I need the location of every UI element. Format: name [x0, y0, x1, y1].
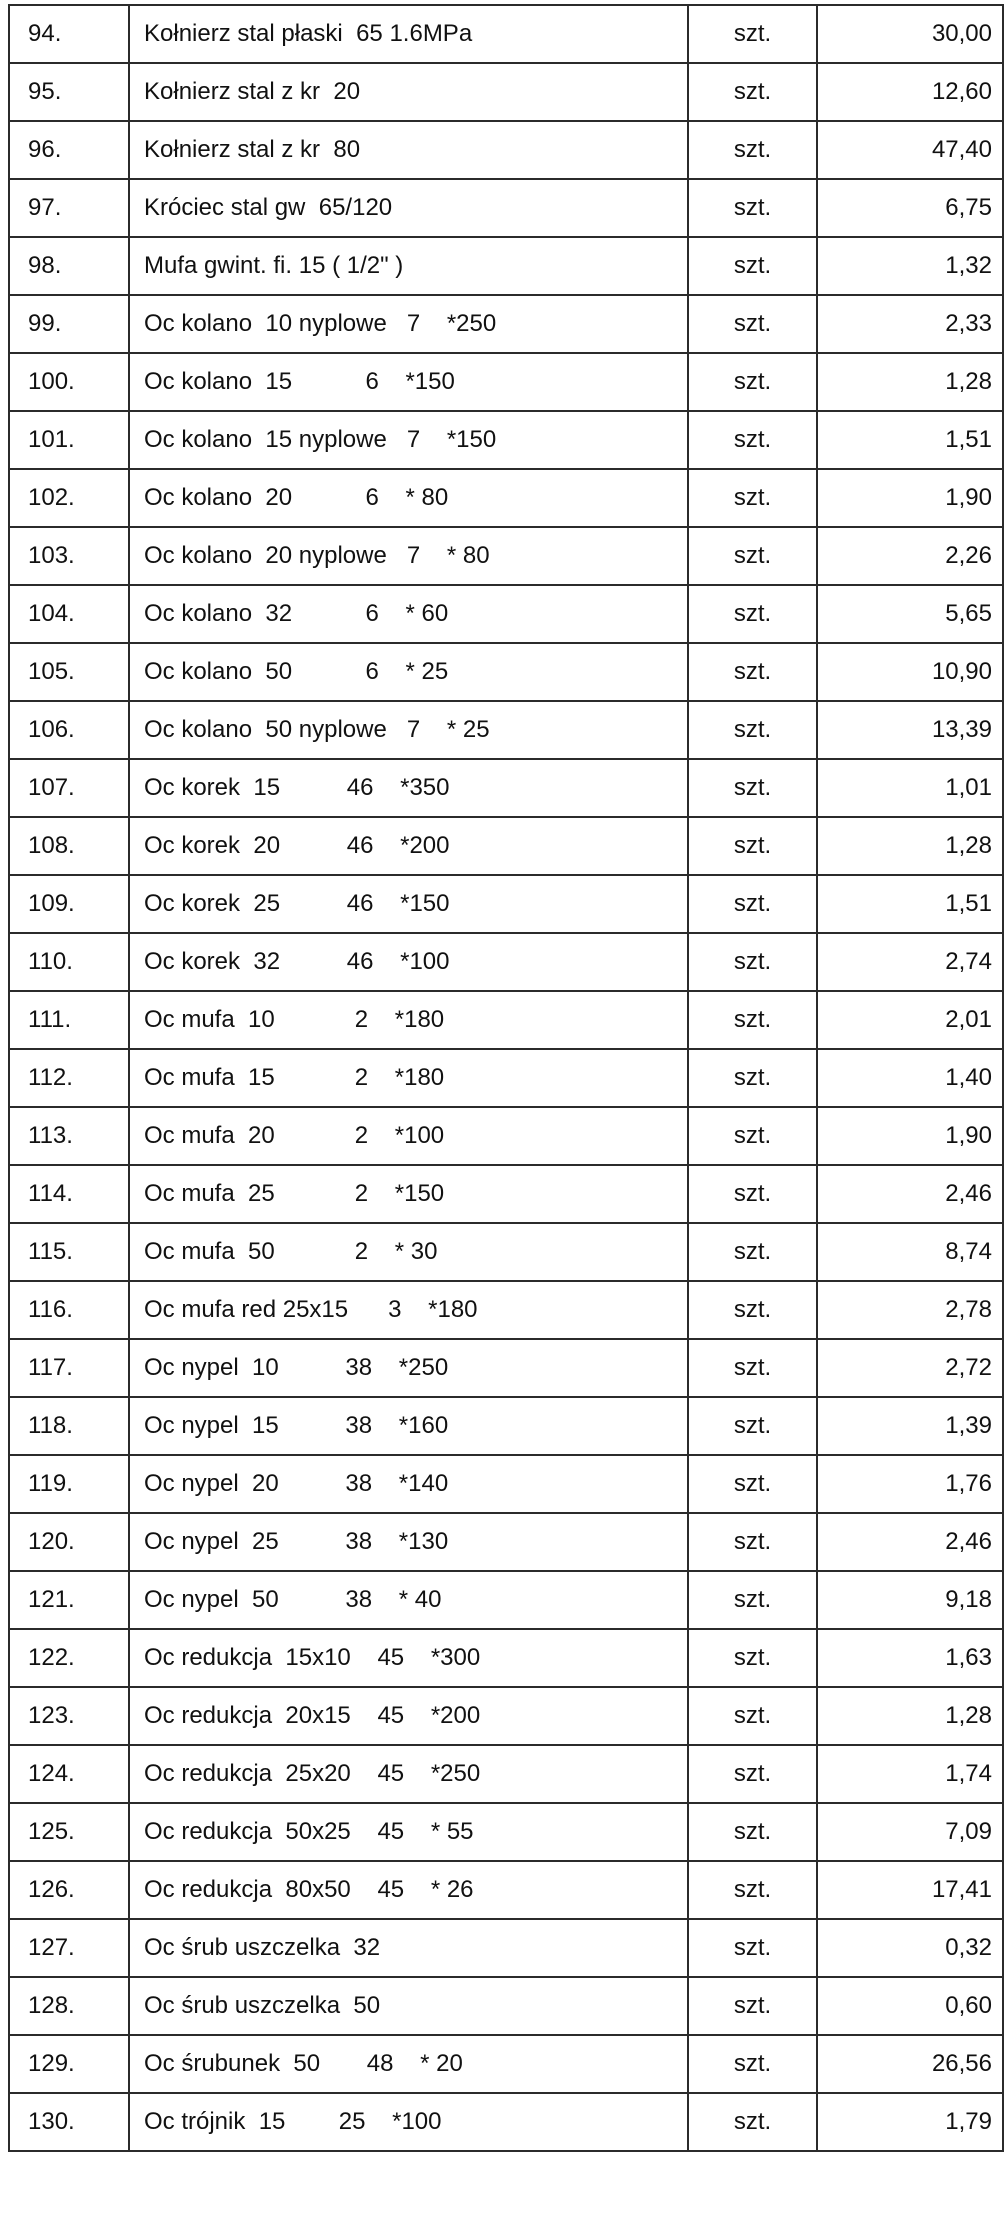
- item-price: 9,18: [817, 1571, 1003, 1629]
- item-price: 1,51: [817, 875, 1003, 933]
- item-unit: szt.: [688, 1629, 817, 1687]
- table-row: [9, 1049, 1003, 1107]
- item-name: Oc redukcja 20x15 45 *200: [129, 1687, 688, 1745]
- table-row: [9, 933, 1003, 991]
- item-unit: szt.: [688, 701, 817, 759]
- item-price: 1,90: [817, 1107, 1003, 1165]
- item-unit: szt.: [688, 1397, 817, 1455]
- item-name: Oc kolano 15 nyplowe 7 *150: [129, 411, 688, 469]
- item-unit: szt.: [688, 1687, 817, 1745]
- table-row: [9, 701, 1003, 759]
- item-price: 1,40: [817, 1049, 1003, 1107]
- table-row: [9, 179, 1003, 237]
- table-row: [9, 353, 1003, 411]
- item-price: 17,41: [817, 1861, 1003, 1919]
- item-price: 2,33: [817, 295, 1003, 353]
- table-row: [9, 1745, 1003, 1803]
- item-name: Oc kolano 50 6 * 25: [129, 643, 688, 701]
- item-unit: szt.: [688, 1455, 817, 1513]
- item-name: Oc śrub uszczelka 50: [129, 1977, 688, 2035]
- item-unit: szt.: [688, 1223, 817, 1281]
- item-name: Oc korek 20 46 *200: [129, 817, 688, 875]
- table-row: [9, 2093, 1003, 2151]
- row-number: 105.: [9, 643, 129, 701]
- item-price: 30,00: [817, 5, 1003, 63]
- table-row: [9, 1339, 1003, 1397]
- table-row: [9, 643, 1003, 701]
- item-unit: szt.: [688, 469, 817, 527]
- item-unit: szt.: [688, 1339, 817, 1397]
- table-row: [9, 121, 1003, 179]
- table-row: [9, 1629, 1003, 1687]
- row-number: 98.: [9, 237, 129, 295]
- table-row: [9, 237, 1003, 295]
- item-unit: szt.: [688, 1165, 817, 1223]
- item-price: 8,74: [817, 1223, 1003, 1281]
- row-number: 95.: [9, 63, 129, 121]
- row-number: 104.: [9, 585, 129, 643]
- row-number: 126.: [9, 1861, 129, 1919]
- table-row: [9, 1281, 1003, 1339]
- row-number: 115.: [9, 1223, 129, 1281]
- row-number: 108.: [9, 817, 129, 875]
- table-row: [9, 1513, 1003, 1571]
- item-price: 0,32: [817, 1919, 1003, 1977]
- item-name: Oc kolano 15 6 *150: [129, 353, 688, 411]
- row-number: 122.: [9, 1629, 129, 1687]
- item-unit: szt.: [688, 1107, 817, 1165]
- row-number: 119.: [9, 1455, 129, 1513]
- table-row: [9, 1977, 1003, 2035]
- item-unit: szt.: [688, 237, 817, 295]
- table-row: [9, 1803, 1003, 1861]
- row-number: 94.: [9, 5, 129, 63]
- row-number: 111.: [9, 991, 129, 1049]
- item-unit: szt.: [688, 353, 817, 411]
- item-name: Oc mufa 15 2 *180: [129, 1049, 688, 1107]
- item-name: Oc śrub uszczelka 32: [129, 1919, 688, 1977]
- item-unit: szt.: [688, 411, 817, 469]
- item-unit: szt.: [688, 295, 817, 353]
- item-price: 5,65: [817, 585, 1003, 643]
- item-name: Oc mufa 10 2 *180: [129, 991, 688, 1049]
- item-price: 2,74: [817, 933, 1003, 991]
- table-row: [9, 991, 1003, 1049]
- item-price: 1,51: [817, 411, 1003, 469]
- item-price: 0,60: [817, 1977, 1003, 2035]
- item-unit: szt.: [688, 991, 817, 1049]
- row-number: 97.: [9, 179, 129, 237]
- item-price: 1,90: [817, 469, 1003, 527]
- item-price: 13,39: [817, 701, 1003, 759]
- price-list-body: [9, 5, 1003, 2151]
- row-number: 118.: [9, 1397, 129, 1455]
- table-row: [9, 295, 1003, 353]
- item-name: Oc korek 25 46 *150: [129, 875, 688, 933]
- row-number: 114.: [9, 1165, 129, 1223]
- item-name: Oc kolano 20 nyplowe 7 * 80: [129, 527, 688, 585]
- table-row: [9, 411, 1003, 469]
- item-unit: szt.: [688, 5, 817, 63]
- item-unit: szt.: [688, 759, 817, 817]
- row-number: 113.: [9, 1107, 129, 1165]
- item-price: 7,09: [817, 1803, 1003, 1861]
- item-name: Mufa gwint. fi. 15 ( 1/2" ): [129, 237, 688, 295]
- item-name: Oc kolano 32 6 * 60: [129, 585, 688, 643]
- table-row: [9, 2035, 1003, 2093]
- table-row: [9, 527, 1003, 585]
- row-number: 103.: [9, 527, 129, 585]
- item-price: 1,63: [817, 1629, 1003, 1687]
- item-price: 2,01: [817, 991, 1003, 1049]
- item-unit: szt.: [688, 875, 817, 933]
- item-name: Oc redukcja 80x50 45 * 26: [129, 1861, 688, 1919]
- item-unit: szt.: [688, 643, 817, 701]
- row-number: 120.: [9, 1513, 129, 1571]
- item-unit: szt.: [688, 585, 817, 643]
- row-number: 107.: [9, 759, 129, 817]
- row-number: 112.: [9, 1049, 129, 1107]
- table-row: [9, 875, 1003, 933]
- row-number: 121.: [9, 1571, 129, 1629]
- item-name: Oc korek 32 46 *100: [129, 933, 688, 991]
- item-price: 26,56: [817, 2035, 1003, 2093]
- item-price: 2,26: [817, 527, 1003, 585]
- item-unit: szt.: [688, 817, 817, 875]
- item-name: Oc śrubunek 50 48 * 20: [129, 2035, 688, 2093]
- table-row: [9, 469, 1003, 527]
- item-name: Oc mufa 20 2 *100: [129, 1107, 688, 1165]
- row-number: 100.: [9, 353, 129, 411]
- item-price: 47,40: [817, 121, 1003, 179]
- item-unit: szt.: [688, 1919, 817, 1977]
- item-price: 2,78: [817, 1281, 1003, 1339]
- item-name: Oc redukcja 15x10 45 *300: [129, 1629, 688, 1687]
- item-unit: szt.: [688, 933, 817, 991]
- item-price: 1,28: [817, 1687, 1003, 1745]
- row-number: 109.: [9, 875, 129, 933]
- item-name: Oc mufa 25 2 *150: [129, 1165, 688, 1223]
- item-price: 1,76: [817, 1455, 1003, 1513]
- table-row: [9, 585, 1003, 643]
- row-number: 130.: [9, 2093, 129, 2151]
- price-list-table: [8, 4, 1004, 2152]
- item-name: Oc kolano 50 nyplowe 7 * 25: [129, 701, 688, 759]
- item-name: Kołnierz stal z kr 20: [129, 63, 688, 121]
- row-number: 102.: [9, 469, 129, 527]
- item-unit: szt.: [688, 121, 817, 179]
- row-number: 101.: [9, 411, 129, 469]
- item-price: 2,46: [817, 1165, 1003, 1223]
- item-unit: szt.: [688, 527, 817, 585]
- item-price: 1,01: [817, 759, 1003, 817]
- row-number: 117.: [9, 1339, 129, 1397]
- row-number: 123.: [9, 1687, 129, 1745]
- table-row: [9, 1861, 1003, 1919]
- table-row: [9, 63, 1003, 121]
- item-unit: szt.: [688, 1745, 817, 1803]
- item-name: Oc kolano 10 nyplowe 7 *250: [129, 295, 688, 353]
- item-name: Króciec stal gw 65/120: [129, 179, 688, 237]
- row-number: 124.: [9, 1745, 129, 1803]
- item-unit: szt.: [688, 1513, 817, 1571]
- item-unit: szt.: [688, 1281, 817, 1339]
- item-name: Oc nypel 15 38 *160: [129, 1397, 688, 1455]
- table-row: [9, 1397, 1003, 1455]
- row-number: 125.: [9, 1803, 129, 1861]
- item-price: 2,46: [817, 1513, 1003, 1571]
- item-name: Oc korek 15 46 *350: [129, 759, 688, 817]
- table-row: [9, 1107, 1003, 1165]
- item-price: 1,32: [817, 237, 1003, 295]
- item-unit: szt.: [688, 1861, 817, 1919]
- item-name: Oc nypel 25 38 *130: [129, 1513, 688, 1571]
- item-price: 1,28: [817, 817, 1003, 875]
- table-row: [9, 1687, 1003, 1745]
- item-price: 1,39: [817, 1397, 1003, 1455]
- table-row: [9, 759, 1003, 817]
- item-unit: szt.: [688, 1571, 817, 1629]
- item-price: 1,79: [817, 2093, 1003, 2151]
- row-number: 129.: [9, 2035, 129, 2093]
- table-row: [9, 1223, 1003, 1281]
- item-name: Oc redukcja 25x20 45 *250: [129, 1745, 688, 1803]
- item-unit: szt.: [688, 2093, 817, 2151]
- row-number: 106.: [9, 701, 129, 759]
- item-unit: szt.: [688, 63, 817, 121]
- item-name: Oc kolano 20 6 * 80: [129, 469, 688, 527]
- item-name: Kołnierz stal płaski 65 1.6MPa: [129, 5, 688, 63]
- item-price: 12,60: [817, 63, 1003, 121]
- item-name: Oc nypel 10 38 *250: [129, 1339, 688, 1397]
- row-number: 96.: [9, 121, 129, 179]
- table-row: [9, 1919, 1003, 1977]
- row-number: 99.: [9, 295, 129, 353]
- table-row: [9, 817, 1003, 875]
- item-price: 1,74: [817, 1745, 1003, 1803]
- row-number: 110.: [9, 933, 129, 991]
- item-price: 6,75: [817, 179, 1003, 237]
- item-name: Oc mufa 50 2 * 30: [129, 1223, 688, 1281]
- item-price: 1,28: [817, 353, 1003, 411]
- row-number: 116.: [9, 1281, 129, 1339]
- item-name: Kołnierz stal z kr 80: [129, 121, 688, 179]
- item-price: 10,90: [817, 643, 1003, 701]
- item-name: Oc trójnik 15 25 *100: [129, 2093, 688, 2151]
- table-row: [9, 1571, 1003, 1629]
- item-unit: szt.: [688, 1049, 817, 1107]
- table-row: [9, 1165, 1003, 1223]
- row-number: 128.: [9, 1977, 129, 2035]
- item-unit: szt.: [688, 1977, 817, 2035]
- item-unit: szt.: [688, 179, 817, 237]
- row-number: 127.: [9, 1919, 129, 1977]
- item-price: 2,72: [817, 1339, 1003, 1397]
- item-unit: szt.: [688, 2035, 817, 2093]
- item-name: Oc nypel 20 38 *140: [129, 1455, 688, 1513]
- item-name: Oc nypel 50 38 * 40: [129, 1571, 688, 1629]
- item-name: Oc mufa red 25x15 3 *180: [129, 1281, 688, 1339]
- table-row: [9, 1455, 1003, 1513]
- item-unit: szt.: [688, 1803, 817, 1861]
- item-name: Oc redukcja 50x25 45 * 55: [129, 1803, 688, 1861]
- table-row: [9, 5, 1003, 63]
